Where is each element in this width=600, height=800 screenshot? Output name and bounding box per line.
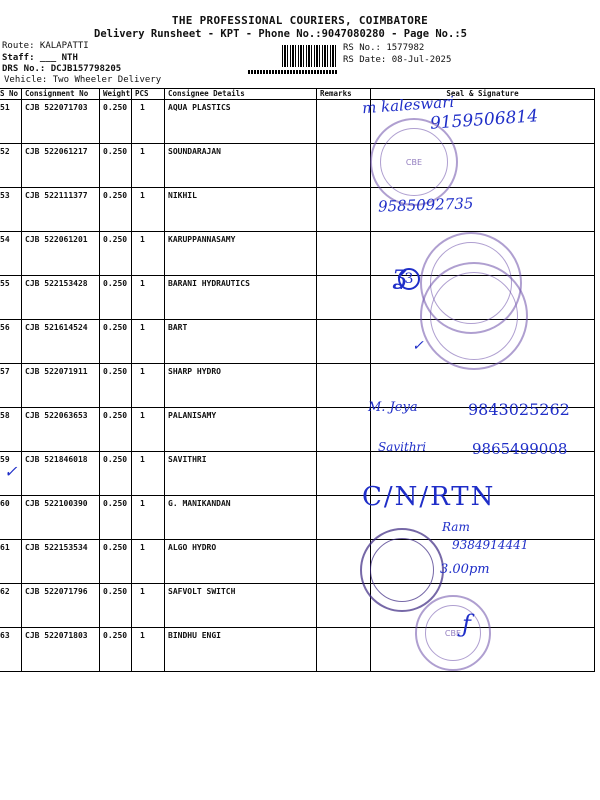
row-sno: 63 — [0, 628, 22, 672]
barcode — [282, 45, 336, 67]
rs-number: RS No.: 1577982 — [343, 43, 425, 53]
signature-9-name: Savithri — [378, 440, 427, 454]
company-title: THE PROFESSIONAL COURIERS, COIMBATORE — [171, 14, 429, 27]
signature-9-phone: 9865499008 — [472, 440, 568, 458]
table-row — [0, 584, 595, 628]
table-row — [0, 496, 595, 540]
signature-11-name: Ram — [442, 520, 470, 534]
row-pcs: 1 — [132, 584, 165, 628]
row-consignee: AQUA PLASTICS — [165, 100, 317, 144]
row-sno: 55 — [0, 276, 22, 320]
row-consignment-no: CJB 522063653 — [22, 408, 100, 452]
row-consignee: KARUPPANNASAMY — [165, 232, 317, 276]
runsheet-subtitle: Delivery Runsheet - KPT - Phone No.:9047080280 - Page No.:5 — [94, 28, 467, 40]
row-pcs: 1 — [132, 540, 165, 584]
row-consignment-no: CJB 522061201 — [22, 232, 100, 276]
drs-number: DRS No.: DCJB157798205 — [2, 64, 122, 74]
col-consignment: Consignment No — [22, 89, 100, 100]
table-header-row — [0, 89, 595, 100]
seal-stamp-4 — [360, 528, 444, 612]
row-consignee: SAFVOLT SWITCH — [165, 584, 317, 628]
row-weight: 0.250 — [100, 496, 132, 540]
row-weight: 0.250 — [100, 628, 132, 672]
row-consignment-no: CJB 522100390 — [22, 496, 100, 540]
row-sno: 61 — [0, 540, 22, 584]
barcode-strip — [248, 70, 338, 74]
row-sno: 60 — [0, 496, 22, 540]
signature-8-name: M. Jeya — [368, 400, 418, 415]
row-consignee: SOUNDARAJAN — [165, 144, 317, 188]
row-consignment-no: CJB 522153534 — [22, 540, 100, 584]
row-remarks — [317, 628, 371, 672]
row-pcs: 1 — [132, 364, 165, 408]
row-remarks — [317, 144, 371, 188]
row-consignment-no: CJB 521614524 — [22, 320, 100, 364]
row-pcs: 1 — [132, 496, 165, 540]
row-sno: 54 — [0, 232, 22, 276]
col-weight: Weight — [100, 89, 132, 100]
col-consignee: Consignee Details — [165, 89, 317, 100]
row-remarks — [317, 584, 371, 628]
row-sno: 62 — [0, 584, 22, 628]
table-row — [0, 144, 595, 188]
row-sno: 56 — [0, 320, 22, 364]
return-note: C/N/RTN — [362, 482, 496, 512]
tick-mark-icon: ✓ — [4, 462, 18, 481]
row-sno: 59 — [0, 452, 22, 496]
row-pcs: 1 — [132, 188, 165, 232]
col-seal-signature: Seal & Signature — [371, 89, 595, 100]
col-sno: S No — [0, 89, 22, 100]
row-weight: 0.250 — [100, 540, 132, 584]
row-sno: 52 — [0, 144, 22, 188]
row-remarks — [317, 364, 371, 408]
vehicle-label: Vehicle: Two Wheeler Delivery — [4, 75, 162, 85]
row-weight: 0.250 — [100, 232, 132, 276]
rs-date: RS Date: 08-Jul-2025 — [343, 55, 452, 65]
row-consignee: SHARP HYDRO — [165, 364, 317, 408]
row-consignee: BINDHU ENGI — [165, 628, 317, 672]
row-pcs: 1 — [132, 100, 165, 144]
row-weight: 0.250 — [100, 276, 132, 320]
row-weight: 0.250 — [100, 408, 132, 452]
row-remarks — [317, 320, 371, 364]
row-weight: 0.250 — [100, 452, 132, 496]
row-pcs: 1 — [132, 452, 165, 496]
row-weight: 0.250 — [100, 144, 132, 188]
row-sno: 53 — [0, 188, 22, 232]
row-consignment-no: CJB 522153428 — [22, 276, 100, 320]
row-pcs: 1 — [132, 628, 165, 672]
row-remarks — [317, 232, 371, 276]
signature-7-mark-icon: ✓ — [412, 338, 424, 354]
row-consignment-no: CJB 522071803 — [22, 628, 100, 672]
staff-label: Staff: ___ NTH — [2, 53, 78, 63]
row-pcs: 1 — [132, 232, 165, 276]
row-consignee: ALGO HYDRO — [165, 540, 317, 584]
signature-1-name: m kaleswari — [361, 92, 455, 118]
row-weight: 0.250 — [100, 320, 132, 364]
row-consignment-no: CJB 522061217 — [22, 144, 100, 188]
seal-stamp-1: CBE — [370, 118, 458, 206]
row-consignee: G. MANIKANDAN — [165, 496, 317, 540]
signature-8-phone: 9843025262 — [468, 400, 570, 419]
row-sno: 57 — [0, 364, 22, 408]
signature-11-phone: 9384914441 — [452, 538, 529, 552]
signature-11-time: 3.00pm — [440, 562, 490, 577]
row-consignee: SAVITHRI — [165, 452, 317, 496]
row-pcs: 1 — [132, 144, 165, 188]
row-consignee: BARANI HYDRAUTICS — [165, 276, 317, 320]
row-consignment-no: CJB 522071796 — [22, 584, 100, 628]
row-consignee: NIKHIL — [165, 188, 317, 232]
row-pcs: 1 — [132, 276, 165, 320]
row-consignee: PALANISAMY — [165, 408, 317, 452]
signature-1-phone: 9159506814 — [429, 106, 539, 134]
row-consignment-no: CJB 522071703 — [22, 100, 100, 144]
row-consignment-no: CJB 522071911 — [22, 364, 100, 408]
row-remarks — [317, 188, 371, 232]
row-weight: 0.250 — [100, 100, 132, 144]
col-remarks: Remarks — [317, 89, 371, 100]
row-consignment-no: CJB 521846018 — [22, 452, 100, 496]
row-sno: 58 — [0, 408, 22, 452]
signature-scribble-icon: ʓ — [392, 260, 407, 290]
row-weight: 0.250 — [100, 584, 132, 628]
signature-13-scribble-icon: ƒ — [462, 610, 471, 638]
table-row — [0, 188, 595, 232]
table-row — [0, 452, 595, 496]
row-consignee: BART — [165, 320, 317, 364]
seal-stamp-3 — [420, 262, 528, 370]
col-pcs: PCS — [132, 89, 165, 100]
row-pcs: 1 — [132, 408, 165, 452]
row-weight: 0.250 — [100, 188, 132, 232]
table-row — [0, 628, 595, 672]
route-label: Route: KALAPATTI — [2, 41, 89, 51]
signature-3-phone: 9585092735 — [377, 194, 474, 216]
seal-stamp-5: CBE — [415, 595, 491, 671]
runsheet-table — [0, 88, 595, 672]
row-weight: 0.250 — [100, 364, 132, 408]
row-remarks — [317, 276, 371, 320]
row-pcs: 1 — [132, 320, 165, 364]
signature-mark-icon: 3 — [398, 268, 420, 290]
row-remarks — [317, 408, 371, 452]
row-consignment-no: CJB 522111377 — [22, 188, 100, 232]
row-sno: 51 — [0, 100, 22, 144]
